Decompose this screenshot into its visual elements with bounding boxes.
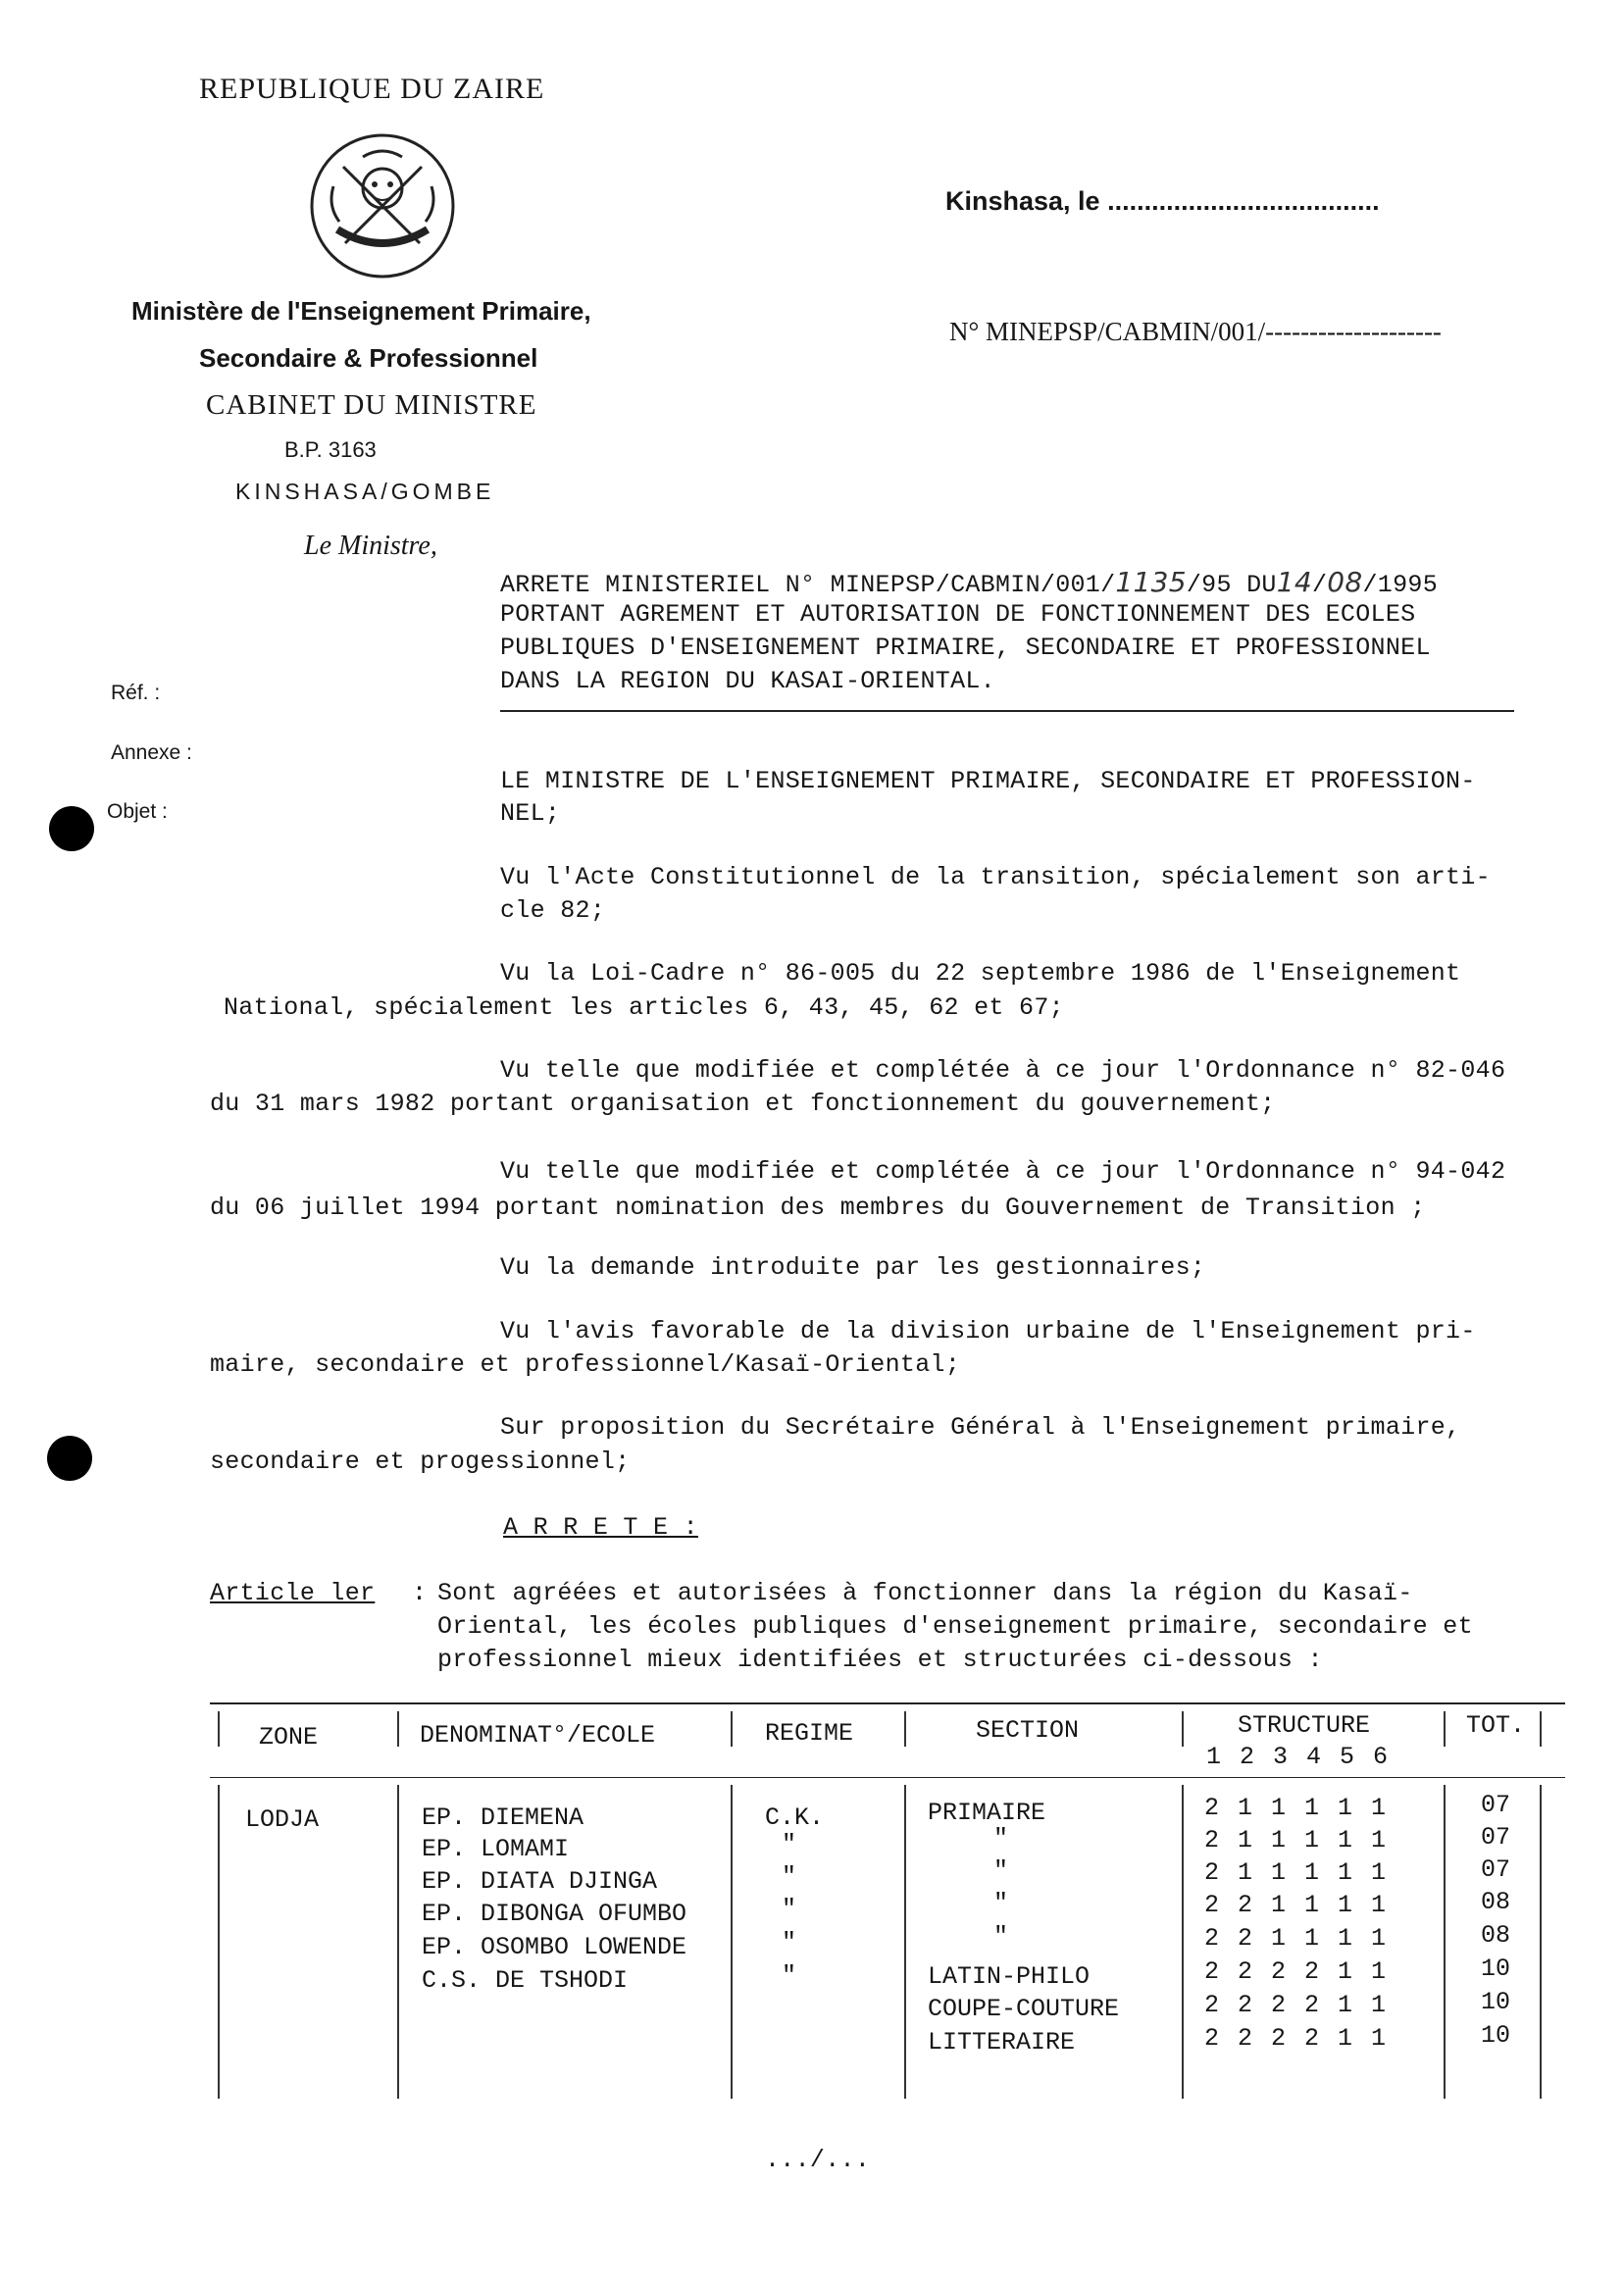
table-cell-school: EP. DIATA DJINGA: [422, 1867, 658, 1896]
table-cell-section: ": [993, 1922, 1009, 1951]
title-underline: [500, 710, 1514, 712]
article-text: Sont agréées et autorisées à fonctionner dans la région du Kasaï-: [437, 1579, 1413, 1607]
table-cell-total: 07: [1481, 1855, 1511, 1884]
column-divider: [904, 1711, 906, 1747]
column-divider: [731, 1711, 733, 1747]
column-header-regime: REGIME: [765, 1719, 854, 1748]
cabinet-label: CABINET DU MINISTRE: [206, 389, 537, 421]
article-label: Article ler: [210, 1579, 376, 1607]
column-divider: [397, 1711, 399, 1747]
postal-box: B.P. 3163: [284, 437, 377, 462]
republic-title: REPUBLIQUE DU ZAIRE: [199, 73, 545, 105]
table-cell-section: LATIN-PHILO: [928, 1962, 1091, 1991]
column-header-zone: ZONE: [259, 1723, 319, 1752]
table-cell-regime: ": [782, 1862, 797, 1891]
table-cell-structure: 2 2 1 1 1 1: [1204, 1891, 1389, 1919]
city-label: KINSHASA/GOMBE: [235, 479, 495, 504]
table-cell-structure: 2 2 2 2 1 1: [1204, 2024, 1389, 2053]
column-header-denomination: DENOMINAT°/ECOLE: [420, 1721, 656, 1750]
table-cell-section: LITTERAIRE: [928, 2028, 1076, 2056]
table-header-rule: [210, 1777, 1565, 1778]
ref-label: Réf. :: [111, 682, 161, 704]
table-cell-zone: LODJA: [245, 1805, 320, 1834]
table-cell-section: COUPE-COUTURE: [928, 1995, 1120, 2023]
column-divider: [1540, 1785, 1542, 2099]
table-cell-structure: 2 2 2 2 1 1: [1204, 1991, 1389, 2019]
signatory-label: Le Ministre,: [304, 531, 437, 561]
body-line: Vu l'Acte Constitutionnel de la transition, spécialement son arti-: [500, 863, 1491, 891]
table-cell-school: EP. DIBONGA OFUMBO: [422, 1900, 687, 1928]
decree-title-line-2: PORTANT AGREMENT ET AUTORISATION DE FONCTIONNEMENT DES ECOLES: [500, 600, 1416, 629]
column-divider: [218, 1785, 220, 2099]
body-line: secondaire et progessionnel;: [210, 1447, 631, 1476]
table-cell-regime: C.K.: [765, 1803, 825, 1832]
column-divider: [218, 1711, 220, 1747]
body-line: Vu la Loi-Cadre n° 86-005 du 22 septembre 1986 de l'Enseignement: [500, 959, 1461, 988]
body-line: NEL;: [500, 799, 561, 828]
table-cell-regime: ": [782, 1961, 797, 1990]
column-header-total: TOT.: [1466, 1711, 1526, 1740]
table-cell-total: 07: [1481, 1823, 1511, 1852]
table-cell-school: EP. LOMAMI: [422, 1835, 570, 1863]
handwritten-month: 08: [1327, 566, 1363, 598]
table-cell-total: 08: [1481, 1921, 1511, 1950]
decree-number-prefix: ARRETE MINISTERIEL N° MINEPSP/CABMIN/001/: [500, 571, 1116, 599]
punch-hole-top: [49, 806, 94, 851]
body-line: maire, secondaire et professionnel/Kasaï-Oriental;: [210, 1350, 961, 1379]
table-cell-section: PRIMAIRE: [928, 1799, 1046, 1827]
annexe-label: Annexe :: [111, 741, 192, 764]
body-line: Sur proposition du Secrétaire Général à l'Enseignement primaire,: [500, 1413, 1461, 1442]
column-divider: [1444, 1785, 1446, 2099]
punch-hole-bottom: [47, 1436, 92, 1481]
ministry-line-2: Secondaire & Professionnel: [199, 343, 538, 373]
place-date-field: Kinshasa, le .....................................: [945, 186, 1380, 216]
table-cell-school: EP. OSOMBO LOWENDE: [422, 1933, 687, 1961]
table-cell-section: ": [993, 1856, 1009, 1885]
decree-title-line-3: PUBLIQUES D'ENSEIGNEMENT PRIMAIRE, SECONDAIRE ET PROFESSIONNEL: [500, 634, 1431, 662]
column-header-structure: STRUCTURE: [1238, 1711, 1371, 1740]
table-cell-total: 08: [1481, 1888, 1511, 1916]
article-colon: :: [412, 1579, 428, 1607]
body-line: Vu l'avis favorable de la division urbaine de l'Enseignement pri-: [500, 1317, 1476, 1346]
column-divider: [731, 1785, 733, 2099]
table-cell-regime: ": [782, 1830, 797, 1858]
table-cell-school: C.S. DE TSHODI: [422, 1966, 629, 1995]
arrete-heading: A R R E T E :: [503, 1513, 698, 1542]
table-cell-section: ": [993, 1824, 1009, 1853]
body-line: cle 82;: [500, 896, 606, 925]
table-cell-section: ": [993, 1889, 1009, 1917]
table-cell-structure: 2 2 1 1 1 1: [1204, 1924, 1389, 1953]
decree-title-line-1: [500, 566, 1438, 599]
column-divider: [1182, 1785, 1184, 2099]
column-divider: [904, 1785, 906, 2099]
reference-number: N° MINEPSP/CABMIN/001/--------------------: [949, 317, 1442, 346]
column-divider: [1540, 1711, 1542, 1747]
decree-title-line-4: DANS LA REGION DU KASAI-ORIENTAL.: [500, 667, 995, 695]
national-seal-icon: [304, 127, 461, 284]
article-text: Oriental, les écoles publiques d'enseignement primaire, secondaire et: [437, 1612, 1473, 1641]
table-cell-regime: ": [782, 1928, 797, 1956]
table-cell-total: 10: [1481, 1955, 1511, 1983]
table-cell-structure: 2 1 1 1 1 1: [1204, 1858, 1389, 1887]
table-cell-total: 07: [1481, 1791, 1511, 1819]
table-cell-structure: 2 1 1 1 1 1: [1204, 1794, 1389, 1822]
column-divider: [397, 1785, 399, 2099]
table-cell-total: 10: [1481, 1988, 1511, 2016]
article-text: professionnel mieux identifiées et structurées ci-dessous :: [437, 1646, 1323, 1674]
column-divider: [1182, 1711, 1184, 1747]
body-line: Vu la demande introduite par les gestionnaires;: [500, 1253, 1206, 1282]
column-divider: [1444, 1711, 1446, 1747]
table-cell-structure: 2 2 2 2 1 1: [1204, 1957, 1389, 1986]
decree-year-mid: /95 DU: [1186, 571, 1277, 599]
ministry-line-1: Ministère de l'Enseignement Primaire,: [131, 296, 591, 326]
handwritten-decree-number: 1135: [1115, 566, 1187, 598]
table-cell-total: 10: [1481, 2021, 1511, 2050]
body-line: LE MINISTRE DE L'ENSEIGNEMENT PRIMAIRE, SECONDAIRE ET PROFESSION-: [500, 767, 1476, 795]
continuation-marker: .../...: [765, 2146, 871, 2174]
body-line: du 06 juillet 1994 portant nomination des membres du Gouvernement de Transition ;: [210, 1193, 1426, 1222]
table-top-rule: [210, 1702, 1565, 1704]
handwritten-day: 14: [1276, 566, 1312, 598]
table-cell-regime: ": [782, 1895, 797, 1923]
column-header-structure-years: 1 2 3 4 5 6: [1206, 1743, 1391, 1771]
table-cell-structure: 2 1 1 1 1 1: [1204, 1826, 1389, 1854]
body-line: du 31 mars 1982 portant organisation et fonctionnement du gouvernement;: [210, 1090, 1276, 1118]
body-line: National, spécialement les articles 6, 43, 45, 62 et 67;: [224, 993, 1064, 1022]
table-cell-school: EP. DIEMENA: [422, 1803, 584, 1832]
date-separator: /: [1311, 571, 1328, 599]
decree-year: /1995: [1362, 571, 1438, 599]
body-line: Vu telle que modifiée et complétée à ce jour l'Ordonnance n° 82-046: [500, 1056, 1506, 1085]
body-line: Vu telle que modifiée et complétée à ce jour l'Ordonnance n° 94-042: [500, 1157, 1506, 1186]
objet-label: Objet :: [107, 800, 168, 823]
column-header-section: SECTION: [976, 1716, 1080, 1745]
